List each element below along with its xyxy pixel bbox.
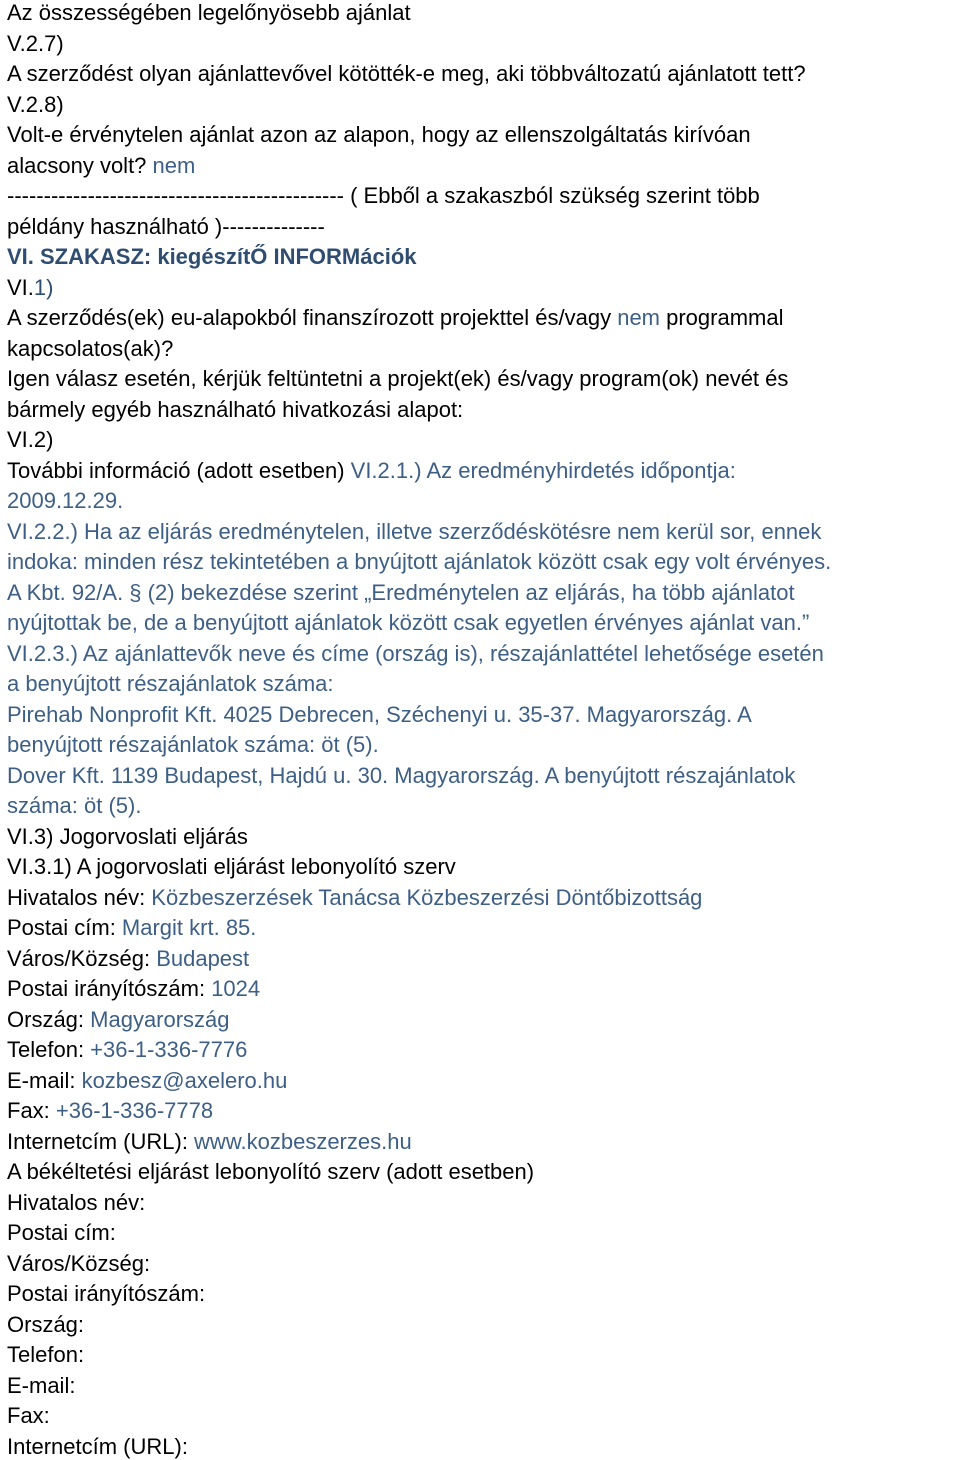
additional-info-line: [7, 458, 736, 484]
bidder-1: Pirehab Nonprofit Kft. 4025 Debrecen, Széchenyi u. 35-37. Magyarország. A: [7, 702, 752, 727]
field-value: +36-1-336-7778: [55, 1098, 214, 1123]
field-fax: [7, 1098, 213, 1124]
unsuccessful-reason: VI.2.2.) Ha az eljárás eredménytelen, illetve szerződéskötésre nem kerül sor, ennek: [7, 519, 822, 544]
field-value: +36-1-336-7776: [90, 1037, 248, 1062]
field-value: Magyarország: [90, 1007, 230, 1032]
field-phone: [7, 1037, 247, 1063]
section-vi-3-1-heading: VI.3.1) A jogorvoslati eljárást lebonyolító szerv: [7, 854, 456, 879]
section-vi-3-heading: VI.3) Jogorvoslati eljárás: [7, 824, 248, 849]
field-value: Budapest: [156, 946, 250, 971]
mediation-heading: A békéltetési eljárást lebonyolító szerv (adott esetben): [7, 1159, 535, 1184]
mediation-email-label: E-mail:: [7, 1373, 76, 1398]
answer-value: nem: [617, 305, 660, 330]
answer-value: nem: [152, 153, 196, 178]
mediation-city-label: Város/Község:: [7, 1251, 151, 1276]
mediation-url-label: Internetcím (URL):: [7, 1434, 188, 1459]
bidder-1-cont: benyújtott részajánlatok száma: öt (5).: [7, 732, 379, 757]
legal-reference-cont: nyújtottak be, de a benyújtott ajánlatok között csak egyetlen érvényes ajánlat van.”: [7, 610, 810, 635]
field-email: [7, 1068, 287, 1094]
mediation-country-label: Ország:: [7, 1312, 85, 1337]
result-date-value: 2009.12.29.: [7, 488, 124, 513]
bidder-2-cont: száma: öt (5).: [7, 793, 142, 818]
section-vi-2-label: VI.2): [7, 427, 54, 452]
field-value: 1024: [211, 976, 261, 1001]
question-eu-funds-cont: kapcsolatos(ak)?: [7, 336, 174, 361]
field-postal-address: [7, 915, 256, 941]
field-official-name: [7, 885, 702, 911]
separator-note: ---------------------------------------------- ( Ebből a szakaszból szükség szerint több: [7, 183, 760, 208]
question-invalid-offer-cont: [7, 153, 195, 179]
section-v-2-8-label: V.2.8): [7, 92, 64, 117]
criteria-line: Az összességében legelőnyösebb ajánlat: [7, 0, 411, 25]
field-label: Város/Község:: [7, 946, 157, 971]
instruction-text-cont: bármely egyéb használható hivatkozási alapot:: [7, 397, 464, 422]
field-country: [7, 1007, 230, 1033]
mediation-postal-address-label: Postai cím:: [7, 1220, 116, 1245]
field-url: [7, 1129, 412, 1155]
field-label: Postai irányítószám:: [7, 976, 212, 1001]
bidder-2: Dover Kft. 1139 Budapest, Hajdú u. 30. Magyarország. A benyújtott részajánlatok: [7, 763, 796, 788]
field-postcode: [7, 976, 260, 1002]
mediation-official-name-label: Hivatalos név:: [7, 1190, 146, 1215]
question-text: alacsony volt?: [7, 153, 153, 178]
result-date-label: VI.2.1.) Az eredményhirdetés időpontja:: [350, 458, 736, 483]
separator-note-cont: példány használható )--------------: [7, 214, 325, 239]
question-variant-offer: A szerződést olyan ajánlattevővel kötötték-e meg, aki többváltozatú ajánlatott tett?: [7, 61, 806, 86]
field-value: Közbeszerzések Tanácsa Közbeszerzési Döntőbizottság: [151, 885, 703, 910]
mediation-phone-label: Telefon:: [7, 1342, 85, 1367]
email-link[interactable]: kozbesz@axelero.hu: [81, 1068, 288, 1093]
field-label: E-mail:: [7, 1068, 82, 1093]
question-eu-funds: [7, 305, 783, 331]
mediation-fax-label: Fax:: [7, 1403, 50, 1428]
section-vi-heading: VI. SZAKASZ: kiegészítŐ INFORMációk: [7, 244, 417, 269]
legal-reference: A Kbt. 92/A. § (2) bekezdése szerint „Eredménytelen az eljárás, ha több ajánlatot: [7, 580, 795, 605]
section-v-2-7-label: V.2.7): [7, 31, 64, 56]
field-city: [7, 946, 249, 972]
label-number: 1): [33, 275, 54, 300]
question-text: A szerződés(ek) eu-alapokból finanszírozott projekttel és/vagy: [7, 305, 618, 330]
label-prefix: VI.: [7, 275, 34, 300]
field-label: Internetcím (URL):: [7, 1129, 195, 1154]
question-text-end: programmal: [660, 305, 784, 330]
bidders-heading: VI.2.3.) Az ajánlattevők neve és címe (ország is), részajánlattétel lehetősége esetén: [7, 641, 824, 666]
field-label: Postai cím:: [7, 915, 122, 940]
additional-info-label: További információ (adott esetben): [7, 458, 351, 483]
question-invalid-offer: Volt-e érvénytelen ajánlat azon az alapon, hogy az ellenszolgáltatás kirívóan: [7, 122, 751, 147]
instruction-text: Igen válasz esetén, kérjük feltüntetni a projekt(ek) és/vagy program(ok) nevét és: [7, 366, 789, 391]
field-label: Fax:: [7, 1098, 56, 1123]
field-label: Telefon:: [7, 1037, 91, 1062]
bidders-heading-cont: a benyújtott részajánlatok száma:: [7, 671, 334, 696]
field-label: Hivatalos név:: [7, 885, 152, 910]
field-label: Ország:: [7, 1007, 91, 1032]
url-link[interactable]: www.kozbeszerzes.hu: [194, 1129, 412, 1154]
mediation-postcode-label: Postai irányítószám:: [7, 1281, 206, 1306]
section-vi-1-label: [7, 275, 53, 301]
field-value: Margit krt. 85.: [121, 915, 257, 940]
unsuccessful-reason-cont: indoka: minden rész tekintetében a bnyújtott ajánlatok között csak egy volt érvényes.: [7, 549, 832, 574]
